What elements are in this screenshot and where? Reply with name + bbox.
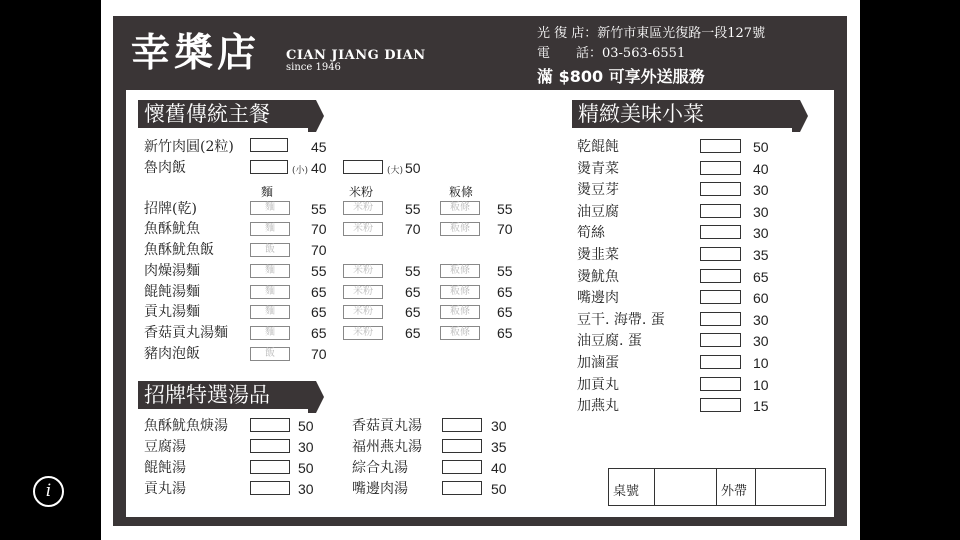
qty-box[interactable] bbox=[250, 460, 290, 474]
soup-item-price: 30 bbox=[298, 481, 314, 497]
main-item-price: 55 bbox=[405, 263, 421, 279]
soup-item-name: 餛飩湯 bbox=[144, 460, 186, 476]
section-main-title: 懷舊傳統主餐 bbox=[144, 102, 270, 126]
main-item-name: 餛飩湯麵 bbox=[144, 284, 200, 300]
qty-box[interactable] bbox=[700, 377, 741, 391]
qty-box[interactable] bbox=[700, 290, 741, 304]
option-noodle-box[interactable]: 麵 bbox=[250, 201, 290, 215]
qty-box[interactable] bbox=[250, 439, 290, 453]
option-flat-noodle-box[interactable]: 粄條 bbox=[440, 305, 480, 319]
side-item-price: 50 bbox=[753, 139, 769, 155]
soup-item-name: 福州燕丸湯 bbox=[352, 439, 422, 455]
soup-item-price: 50 bbox=[298, 460, 314, 476]
qty-box[interactable] bbox=[343, 160, 383, 174]
delivery-note: 滿 $800 可享外送服務 bbox=[537, 67, 705, 86]
qty-box[interactable] bbox=[250, 138, 288, 152]
col-header-flat-noodle: 粄條 bbox=[449, 185, 474, 199]
info-button[interactable]: i bbox=[33, 476, 64, 507]
main-item-name: 貢丸湯麵 bbox=[144, 304, 200, 320]
main-item-price: 65 bbox=[405, 325, 421, 341]
takeout-label: 外帶 bbox=[721, 484, 748, 499]
qty-box[interactable] bbox=[700, 139, 741, 153]
side-item-price: 35 bbox=[753, 247, 769, 263]
item-meatball-name: 新竹肉圓(2粒) bbox=[144, 139, 234, 155]
main-item-price: 65 bbox=[405, 284, 421, 300]
side-item-name: 嘴邊肉 bbox=[577, 290, 619, 306]
qty-box[interactable] bbox=[700, 269, 741, 283]
qty-box[interactable] bbox=[442, 418, 482, 432]
phone: 電 話：03-563-6551 bbox=[537, 46, 686, 61]
option-flat-noodle-box[interactable]: 粄條 bbox=[440, 264, 480, 278]
qty-box[interactable] bbox=[700, 247, 741, 261]
col-header-noodle: 麵 bbox=[261, 185, 274, 199]
soup-item-price: 30 bbox=[298, 439, 314, 455]
qty-box[interactable] bbox=[700, 182, 741, 196]
qty-box[interactable] bbox=[700, 161, 741, 175]
main-item-price: 65 bbox=[497, 284, 513, 300]
qty-box[interactable] bbox=[442, 439, 482, 453]
qty-box[interactable] bbox=[442, 460, 482, 474]
main-item-name: 魚酥魷魚飯 bbox=[144, 242, 214, 258]
side-item-name: 燙魷魚 bbox=[577, 269, 619, 285]
table-number-field[interactable] bbox=[655, 469, 717, 505]
main-item-price: 55 bbox=[311, 263, 327, 279]
option-rice-noodle-box[interactable]: 米粉 bbox=[343, 201, 383, 215]
main-item-price: 70 bbox=[311, 242, 327, 258]
side-item-name: 燙青菜 bbox=[577, 161, 619, 177]
takeout-label-cell bbox=[717, 469, 756, 505]
main-item-price: 55 bbox=[497, 263, 513, 279]
option-rice-box[interactable]: 飯 bbox=[250, 347, 290, 361]
option-rice-noodle-box[interactable]: 米粉 bbox=[343, 222, 383, 236]
col-header-rice-noodle: 米粉 bbox=[349, 185, 374, 199]
side-item-name: 加滷蛋 bbox=[577, 355, 619, 371]
soup-item-name: 香菇貢丸湯 bbox=[352, 418, 422, 434]
item-braised-rice-small-price: 40 bbox=[311, 160, 327, 176]
logo: 幸槳店 bbox=[131, 30, 261, 76]
section-soup-header bbox=[138, 381, 310, 409]
side-item-name: 燙韭菜 bbox=[577, 247, 619, 263]
main-item-price: 70 bbox=[497, 221, 513, 237]
qty-box[interactable] bbox=[250, 160, 288, 174]
soup-item-name: 魚酥魷魚焿湯 bbox=[144, 418, 228, 434]
section-soup-tab-icon bbox=[308, 377, 326, 415]
option-rice-noodle-box[interactable]: 米粉 bbox=[343, 264, 383, 278]
soup-item-price: 30 bbox=[491, 418, 507, 434]
option-flat-noodle-box[interactable]: 粄條 bbox=[440, 201, 480, 215]
soup-item-name: 綜合丸湯 bbox=[352, 460, 408, 476]
main-item-price: 65 bbox=[311, 304, 327, 320]
main-item-name: 豬肉泡飯 bbox=[144, 346, 200, 362]
side-item-price: 15 bbox=[753, 398, 769, 414]
item-meatball-price: 45 bbox=[311, 139, 327, 155]
option-noodle-box[interactable]: 麵 bbox=[250, 285, 290, 299]
option-noodle-box[interactable]: 麵 bbox=[250, 222, 290, 236]
qty-box[interactable] bbox=[250, 481, 290, 495]
section-side-tab-icon bbox=[792, 96, 810, 134]
main-item-price: 65 bbox=[311, 284, 327, 300]
table-number-label-cell bbox=[609, 469, 655, 505]
side-item-name: 油豆腐 bbox=[577, 204, 619, 220]
section-side-header bbox=[572, 100, 794, 128]
main-item-price: 65 bbox=[497, 304, 513, 320]
side-item-price: 10 bbox=[753, 355, 769, 371]
soup-item-name: 嘴邊肉湯 bbox=[352, 481, 408, 497]
main-item-price: 55 bbox=[405, 201, 421, 217]
option-flat-noodle-box[interactable]: 粄條 bbox=[440, 222, 480, 236]
side-item-price: 65 bbox=[753, 269, 769, 285]
side-item-name: 燙豆芽 bbox=[577, 182, 619, 198]
side-item-price: 30 bbox=[753, 204, 769, 220]
takeout-field[interactable] bbox=[756, 469, 825, 505]
side-item-name: 油豆腐. 蛋 bbox=[577, 333, 642, 349]
main-item-price: 70 bbox=[405, 221, 421, 237]
brand-name-en: CIAN JIANG DIAN bbox=[286, 48, 426, 63]
option-flat-noodle-box[interactable]: 粄條 bbox=[440, 285, 480, 299]
main-item-price: 65 bbox=[497, 325, 513, 341]
section-main-tab-icon bbox=[308, 96, 326, 134]
main-item-name: 香菇貢丸湯麵 bbox=[144, 325, 228, 341]
qty-box[interactable] bbox=[700, 312, 741, 326]
soup-item-price: 40 bbox=[491, 460, 507, 476]
option-rice-noodle-box[interactable]: 米粉 bbox=[343, 285, 383, 299]
main-item-price: 70 bbox=[311, 221, 327, 237]
qty-box[interactable] bbox=[442, 481, 482, 495]
option-noodle-box[interactable]: 麵 bbox=[250, 305, 290, 319]
main-item-price: 55 bbox=[497, 201, 513, 217]
main-item-price: 55 bbox=[311, 201, 327, 217]
side-item-name: 豆干. 海帶. 蛋 bbox=[577, 312, 665, 328]
section-side-title: 精緻美味小菜 bbox=[578, 102, 704, 126]
option-rice-noodle-box[interactable]: 米粉 bbox=[343, 305, 383, 319]
since-year: since 1946 bbox=[286, 62, 341, 73]
side-item-price: 60 bbox=[753, 290, 769, 306]
side-item-price: 10 bbox=[753, 377, 769, 393]
order-form bbox=[608, 468, 826, 506]
option-rice-box[interactable]: 飯 bbox=[250, 243, 290, 257]
soup-item-price: 35 bbox=[491, 439, 507, 455]
option-noodle-box[interactable]: 麵 bbox=[250, 264, 290, 278]
soup-item-price: 50 bbox=[491, 481, 507, 497]
item-braised-rice-name: 魯肉飯 bbox=[144, 160, 186, 176]
main-item-price: 65 bbox=[405, 304, 421, 320]
item-braised-rice-large-price: 50 bbox=[405, 160, 421, 176]
main-item-price: 65 bbox=[311, 325, 327, 341]
option-rice-noodle-box[interactable]: 米粉 bbox=[343, 326, 383, 340]
qty-box[interactable] bbox=[250, 418, 290, 432]
section-main-header bbox=[138, 100, 310, 128]
qty-box[interactable] bbox=[700, 225, 741, 239]
soup-item-name: 豆腐湯 bbox=[144, 439, 186, 455]
side-item-name: 筍絲 bbox=[577, 225, 605, 241]
table-number-label: 桌號 bbox=[613, 484, 640, 499]
size-small-label: (小) bbox=[292, 166, 309, 176]
side-item-price: 30 bbox=[753, 225, 769, 241]
soup-item-price: 50 bbox=[298, 418, 314, 434]
side-item-name: 加燕丸 bbox=[577, 398, 619, 414]
option-noodle-box[interactable]: 麵 bbox=[250, 326, 290, 340]
side-item-name: 加貢丸 bbox=[577, 377, 619, 393]
soup-item-name: 貢丸湯 bbox=[144, 481, 186, 497]
qty-box[interactable] bbox=[700, 333, 741, 347]
qty-box[interactable] bbox=[700, 204, 741, 218]
side-item-price: 30 bbox=[753, 182, 769, 198]
address: 光 復 店：新竹市東區光復路一段127號 bbox=[537, 26, 766, 41]
side-item-price: 40 bbox=[753, 161, 769, 177]
qty-box[interactable] bbox=[700, 355, 741, 369]
section-soup-title: 招牌特選湯品 bbox=[144, 383, 270, 407]
main-item-price: 70 bbox=[311, 346, 327, 362]
side-item-price: 30 bbox=[753, 312, 769, 328]
main-item-name: 招牌(乾) bbox=[144, 201, 197, 217]
side-item-price: 30 bbox=[753, 333, 769, 349]
side-item-name: 乾餛飩 bbox=[577, 139, 619, 155]
option-flat-noodle-box[interactable]: 粄條 bbox=[440, 326, 480, 340]
main-item-name: 肉燥湯麵 bbox=[144, 263, 200, 279]
size-large-label: (大) bbox=[387, 166, 404, 176]
main-item-name: 魚酥魷魚 bbox=[144, 221, 200, 237]
qty-box[interactable] bbox=[700, 398, 741, 412]
